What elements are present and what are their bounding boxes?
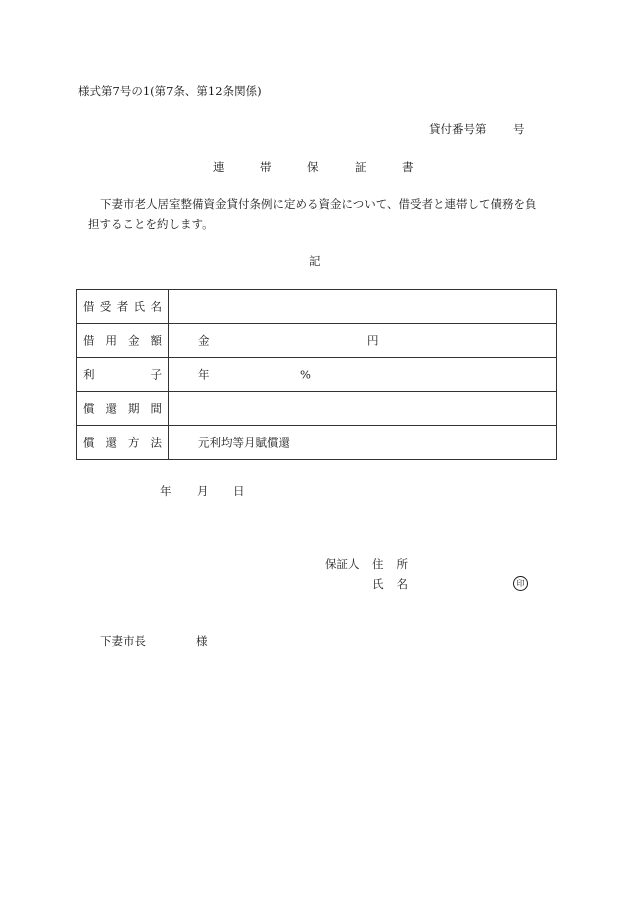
label-char: 氏 (133, 298, 146, 313)
title-char: 帯 (260, 160, 272, 174)
guarantor-address-label (372, 559, 408, 571)
interest-label (77, 358, 169, 392)
label-char: 所 (396, 557, 408, 571)
addressee-mayor: 下妻市長 (100, 634, 146, 648)
table-row (77, 358, 557, 392)
table-row (77, 324, 557, 358)
document-title (0, 162, 630, 176)
percent-unit: % (300, 366, 311, 381)
body-text-line-1: 下妻市老人居室整備資金貸付条例に定める資金について、借受者と連帯して債務を負 (100, 197, 537, 211)
label-char: 名 (150, 298, 162, 313)
form-code: 様式第7号の1(第7条、第12条関係) (78, 84, 262, 98)
borrower-name-field[interactable] (169, 290, 557, 324)
repayment-method-field (169, 426, 557, 460)
date-day-label: 日 (233, 484, 245, 498)
label-char: 還 (105, 434, 117, 449)
label-char: 間 (150, 400, 162, 415)
addressee-honorific: 様 (196, 634, 208, 648)
loan-number-label: 貸付番号第 (429, 122, 487, 136)
label-char: 利 (83, 366, 95, 381)
label-char: 受 (99, 298, 112, 313)
body-text-line-2: 担することを約します。 (88, 217, 214, 231)
label-char: 子 (150, 366, 162, 381)
label-char: 氏 (372, 577, 384, 591)
repayment-period-label (77, 392, 169, 426)
table-row (77, 392, 557, 426)
label-char: 償 (83, 434, 95, 449)
label-char: 用 (105, 332, 117, 347)
seal-icon: 印 (513, 576, 528, 591)
borrower-name-label (77, 290, 169, 324)
label-char: 借 (83, 332, 95, 347)
label-char: 期 (128, 400, 140, 415)
title-char: 書 (402, 160, 414, 174)
date-month-label: 月 (197, 484, 209, 498)
date-year-label: 年 (160, 484, 172, 498)
table-row (77, 290, 557, 324)
repayment-method-label (77, 426, 169, 460)
yen-unit: 円 (367, 332, 379, 347)
title-char: 連 (213, 160, 225, 174)
loan-amount-field[interactable] (169, 324, 557, 358)
label-char: 住 (372, 557, 384, 571)
label-char: 借 (83, 298, 95, 313)
loan-detail-table (76, 289, 557, 460)
label-char: 還 (105, 400, 117, 415)
repayment-method-value: 元利均等月賦償還 (198, 434, 290, 449)
label-char: 方 (128, 434, 140, 449)
label-char: 者 (116, 298, 129, 313)
loan-amount-label (77, 324, 169, 358)
title-char: 証 (355, 160, 367, 174)
guarantor-label: 保証人 (325, 557, 360, 571)
loan-number-suffix: 号 (513, 122, 525, 136)
guarantor-name-label (372, 579, 408, 591)
date-line (0, 486, 630, 500)
repayment-period-field[interactable] (169, 392, 557, 426)
table-row (77, 426, 557, 460)
label-char: 償 (83, 400, 95, 415)
label-char: 名 (396, 577, 408, 591)
ki-heading: 記 (309, 254, 321, 268)
per-year-label: 年 (198, 366, 210, 381)
label-char: 法 (150, 434, 162, 449)
label-char: 額 (150, 332, 162, 347)
yen-prefix: 金 (198, 332, 210, 347)
interest-field[interactable] (169, 358, 557, 392)
title-char: 保 (307, 160, 319, 174)
label-char: 金 (128, 332, 140, 347)
